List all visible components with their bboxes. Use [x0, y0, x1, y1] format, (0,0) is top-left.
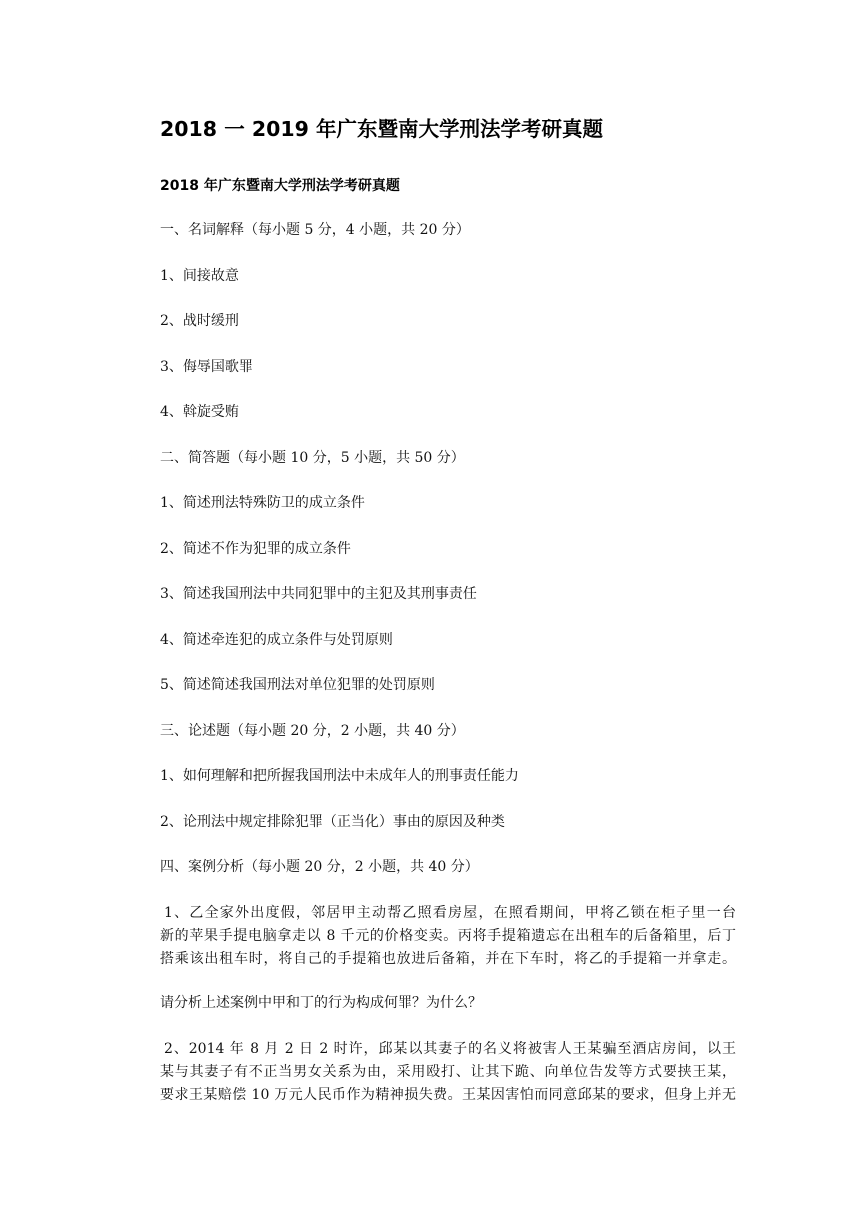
list-item: 4、简述牵连犯的成立条件与处罚原则	[160, 632, 393, 648]
list-item: 2、论刑法中规定排除犯罪（正当化）事由的原因及种类	[160, 814, 505, 830]
section-heading-2: 二、简答题（每小题 10 分，5 小题，共 50 分）	[160, 450, 465, 466]
list-item: 2、简述不作为犯罪的成立条件	[160, 541, 351, 557]
section-heading-1: 一、名词解释（每小题 5 分，4 小题，共 20 分）	[160, 222, 470, 238]
list-item: 5、简述简述我国刑法对单位犯罪的处罚原则	[160, 677, 435, 693]
paragraph-line: 1、乙全家外出度假，邻居甲主动帮乙照看房屋，在照看期间，甲将乙锁在柜子里一台	[164, 905, 736, 921]
case-question-1: 请分析上述案例中甲和丁的行为构成何罪？为什么？	[160, 995, 482, 1011]
list-item: 1、如何理解和把所握我国刑法中未成年人的刑事责任能力	[160, 768, 519, 784]
exam-subtitle: 2018 年广东暨南大学刑法学考研真题	[160, 178, 400, 194]
paragraph-line: 2、2014 年 8 月 2 日 2 时许，邱某以其妻子的名义将被害人王某骗至酒店房间，以王	[164, 1041, 736, 1057]
list-item: 1、简述刑法特殊防卫的成立条件	[160, 495, 365, 511]
list-item: 3、侮辱国歌罪	[160, 359, 253, 375]
paragraph-line: 要求王某赔偿 10 万元人民币作为精神损失费。王某因害怕而同意邱某的要求，但身上并无	[160, 1087, 736, 1103]
paragraph-line: 搭乘该出租车时，将自己的手提箱也放进后备箱，并在下车时，将乙的手提箱一并拿走。	[160, 951, 736, 967]
case-paragraph-1	[160, 902, 736, 971]
document-title: 2018 一 2019 年广东暨南大学刑法学考研真题	[160, 117, 604, 141]
list-item: 1、间接故意	[160, 268, 239, 284]
section-heading-4: 四、案例分析（每小题 20 分，2 小题，共 40 分）	[160, 859, 479, 875]
list-item: 4、斡旋受贿	[160, 404, 239, 420]
section-heading-3: 三、论述题（每小题 20 分，2 小题，共 40 分）	[160, 723, 465, 739]
case-paragraph-2	[160, 1038, 736, 1107]
list-item: 3、简述我国刑法中共同犯罪中的主犯及其刑事责任	[160, 586, 477, 602]
paragraph-line: 新的苹果手提电脑拿走以 8 千元的价格变卖。丙将手提箱遗忘在出租车的后备箱里，后丁	[160, 928, 736, 944]
list-item: 2、战时缓刑	[160, 313, 239, 329]
paragraph-line: 某与其妻子有不正当男女关系为由，采用殴打、让其下跪、向单位告发等方式要挟王某，	[160, 1064, 736, 1080]
